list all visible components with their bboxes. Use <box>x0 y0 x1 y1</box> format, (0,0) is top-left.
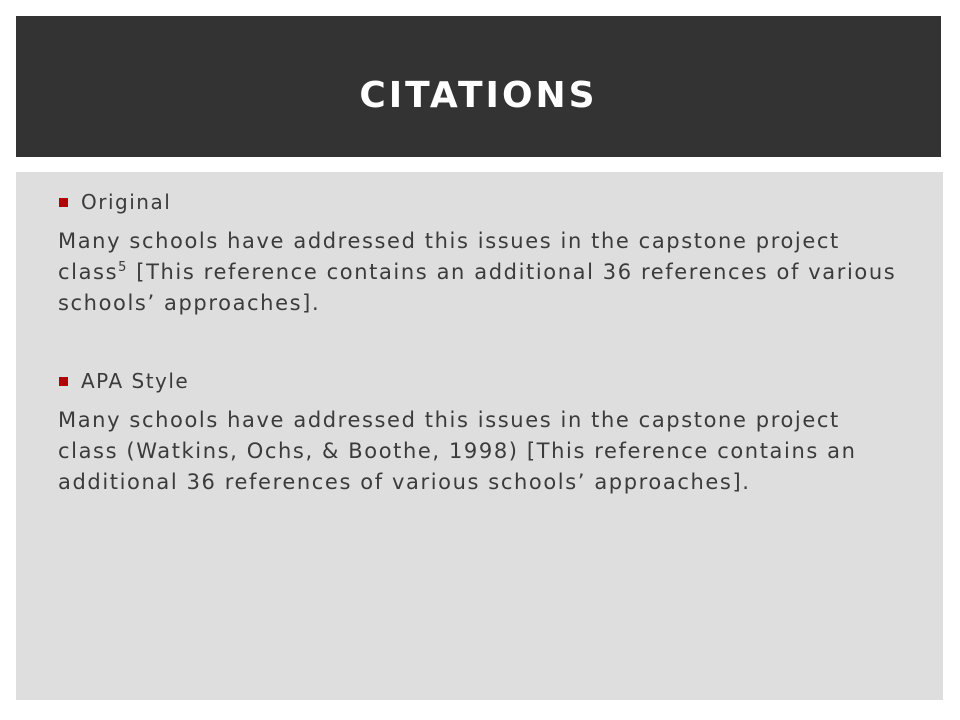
citation-apa-text: Many schools have addressed this issues in the capstone project class (Watkins, Ochs, & Boothe, 1998) [This reference contains an additional 36 references of various schools’ approaches]. <box>58 408 857 494</box>
citation-superscript: 5 <box>118 260 129 275</box>
bullet-heading-apa: APA Style <box>81 369 190 393</box>
bullet-item-original <box>58 188 903 216</box>
bullet-item-apa <box>58 367 903 395</box>
citation-apa <box>58 367 903 498</box>
citation-original <box>58 188 903 319</box>
content-area <box>16 172 943 700</box>
square-bullet-icon <box>59 198 68 207</box>
title-bar <box>16 16 941 157</box>
slide-title: CITATIONS <box>359 75 598 116</box>
citation-original-body-end: [This reference contains an additional 36 references of various schools’ approaches]. <box>58 260 897 315</box>
citation-original-body: Many schools have addressed this issues in the capstone project class <box>58 229 840 284</box>
bullet-heading-original: Original <box>81 190 172 214</box>
square-bullet-icon <box>59 377 68 386</box>
citation-original-text <box>58 226 903 319</box>
